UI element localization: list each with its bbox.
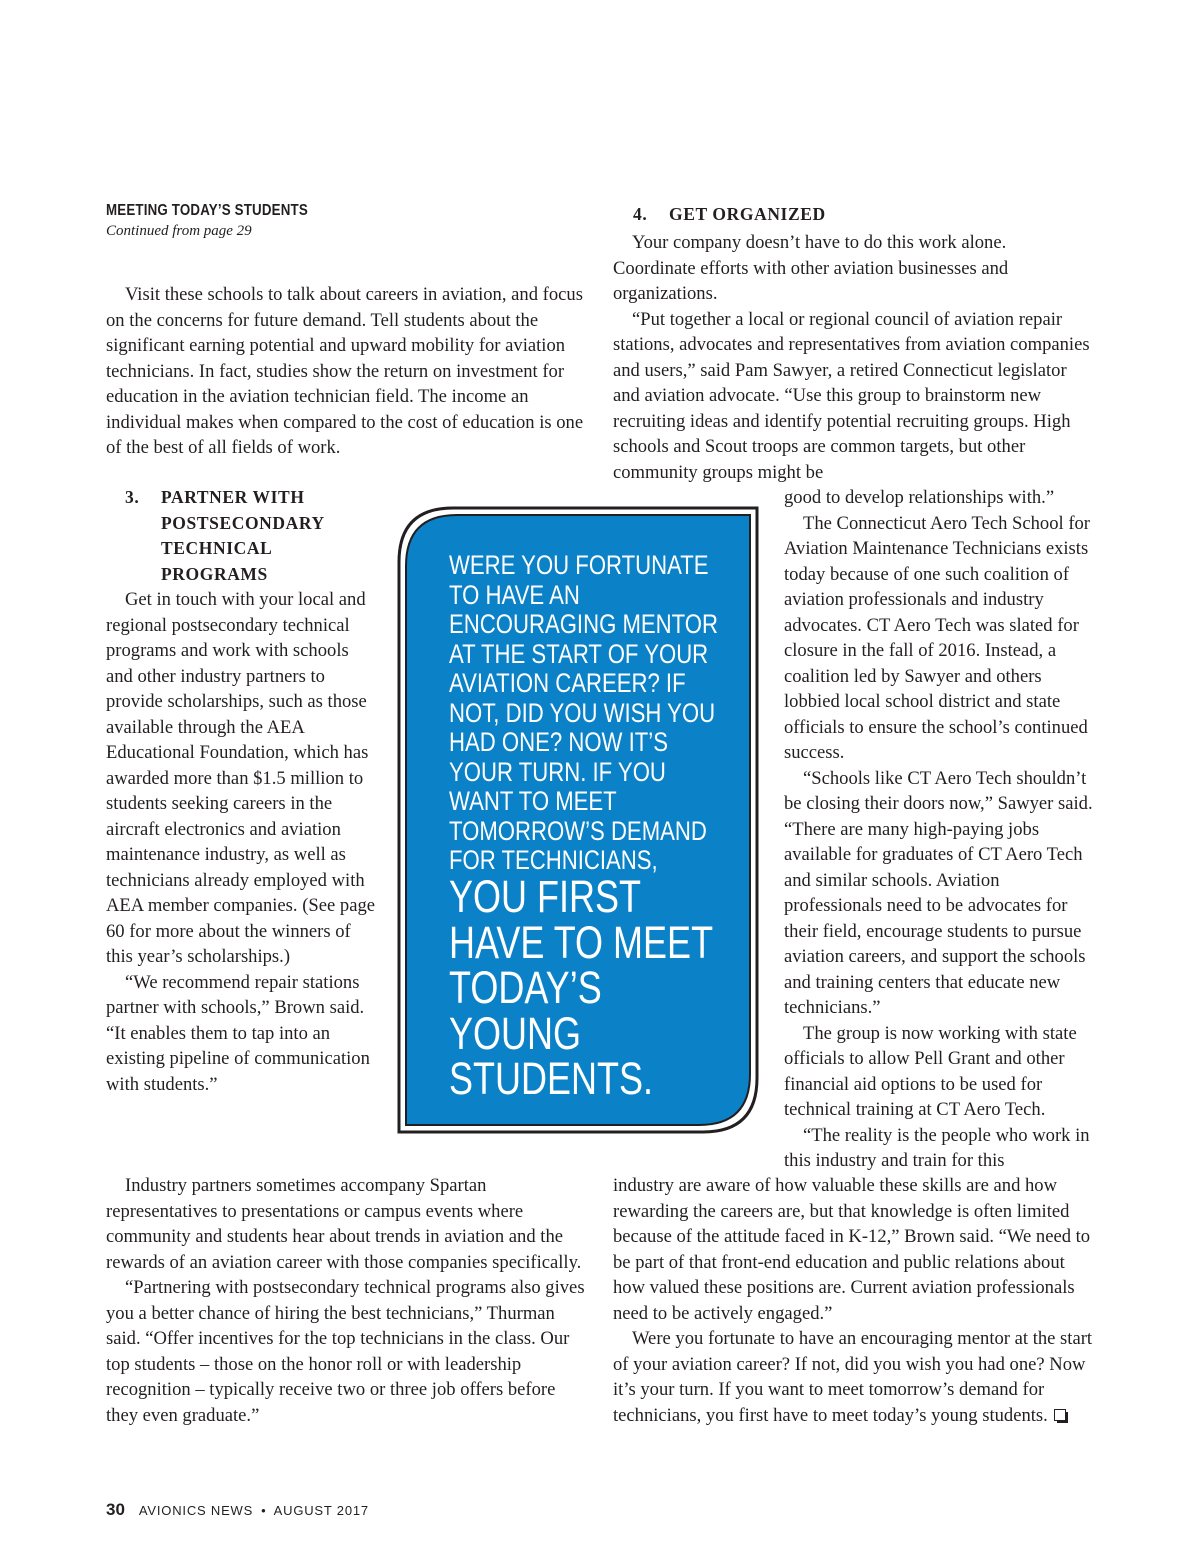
right-paragraph-1: Your company doesn’t have to do this work alone. Coordinate efforts with other aviation businesses and organizations.: [613, 232, 1009, 304]
right-bottom-block: [613, 1173, 1093, 1428]
section-4-heading: [633, 204, 826, 225]
right-top-block: [613, 230, 1093, 485]
right-paragraph-5: The group is now working with state officials to allow Pell Grant and other financial aid options to be used for technical training at CT Aero Tech.: [784, 1022, 1077, 1120]
magazine-name: AVIONICS NEWS: [138, 1503, 254, 1518]
pull-quote-line: HAVE TO MEET: [449, 916, 714, 968]
pull-quote-small-text: WERE YOU FORTUNATE TO HAVE AN ENCOURAGING MENTOR AT THE START OF YOUR AVIATION CAREER? IF NOT, DID YOU WISH YOU HAD ONE? NOW IT’S YOUR TURN. IF YOU WANT TO MEET TOMORROW’S DEMAND FOR TECHNICIANS,: [449, 550, 718, 875]
pull-quote-line: YOU FIRST: [449, 871, 642, 922]
left-paragraph-2: “We recommend repair stations partner with schools,” Brown said. “It enables them to tap into an existing pipeline of communication with students.”: [106, 971, 370, 1095]
left-paragraph-1: Get in touch with your local and regional postsecondary technical programs and work with schools and other industry partners to provide scholarships, such as those available through the AEA Educational Foundation, which has awarded more than $1.5 million to students seeking careers in the aircraft electronics and aviation maintenance industry, as well as technicians already employed with AEA member companies. (See page 60 for more about the winners of this year’s scholarships.): [106, 589, 376, 967]
right-paragraph-3: The Connecticut Aero Tech School for Aviation Maintenance Technicians exists today because of one such coalition of aviation professionals and industry advocates. CT Aero Tech was slated for closure in the fall of 2016. Instead, a coalition led by Sawyer and others lobbied local school district and state officials to ensure the school’s continued success.: [784, 512, 1090, 763]
right-paragraph-7-text: Were you fortunate to have an encouraging mentor at the start of your aviation career? If not, did you wish you had one? Now it’s your turn. If you want to meet tomorrow’s demand for technicians, you first have to meet today’s young students.: [613, 1328, 1093, 1426]
left-narrow-block: [106, 587, 376, 1097]
left-paragraph-4: “Partnering with postsecondary technical programs also gives you a better chance of hiring the best technicians,” Thurman said. “Offer incentives for the top technicians in the class. Our top students – those on the honor roll or with leadership recognition – typically receive two or three job offers before they even graduate.”: [106, 1277, 585, 1426]
running-head: MEETING TODAY’S STUDENTS: [106, 202, 308, 219]
issue-date: AUGUST 2017: [273, 1503, 369, 1518]
section-4-title: GET ORGANIZED: [669, 204, 826, 224]
right-narrow-block: [784, 485, 1094, 1174]
left-bottom-block: [106, 1173, 586, 1428]
page-footer: [106, 1500, 369, 1520]
right-paragraph-2-continued: good to develop relationships with.”: [784, 487, 1055, 508]
pull-quote-line: TODAY’S: [449, 962, 602, 1013]
pull-quote-box: [397, 506, 759, 1134]
right-paragraph-6-start: “The reality is the people who work in this industry and train for this: [784, 1124, 1090, 1171]
right-paragraph-7: [613, 1326, 1093, 1428]
right-paragraph-4: “Schools like CT Aero Tech shouldn’t be closing their doors now,” Sawyer said. “There are many high-paying jobs available for graduates of CT Aero Tech and similar schools. Aviation professionals need to be advocates for their field, encourage students to pursue aviation careers, and support the schools and training centers that educate new technicians.”: [784, 767, 1093, 1018]
section-4-number: 4.: [633, 204, 648, 224]
footer-separator: •: [261, 1503, 266, 1518]
right-paragraph-2: “Put together a local or regional council of aviation repair stations, advocates and representatives from aviation companies and users,” said Pam Sawyer, a retired Connecticut legislator and aviation advocate. “Use this group to brainstorm new recruiting ideas and identify potential recruiting groups. High schools and Scout troops are common targets, but other community groups might be: [613, 308, 1090, 483]
end-of-story-icon: [1054, 1409, 1066, 1421]
section-3-number: 3.: [125, 487, 140, 507]
left-intro-paragraph: Visit these schools to talk about careers in aviation, and focus on the concerns for future demand. Tell students about the significant earning potential and upward mobility for aviation technicians. In fact, studies show the return on investment for education in the aviation technician field. The income an individual makes when compared to the cost of education is one of the best of all fields of work.: [106, 284, 584, 458]
left-paragraph-3: Industry partners sometimes accompany Spartan representatives to presentations or campus events where community and students hear about trends in aviation and the rewards of an aviation career with those companies specifically.: [106, 1175, 582, 1273]
section-3-title: PARTNER WITH POSTSECONDARY TECHNICAL PROGRAMS: [161, 487, 325, 584]
right-paragraph-6-rest: industry are aware of how valuable these skills are and how rewarding the careers are, but that knowledge is often limited because of the attitude faced in K-12,” Brown said. “We need to be part of that front-end education and public relations about how valued these positions are. Current aviation professionals need to be actively engaged.”: [613, 1175, 1091, 1324]
pull-quote-emphasis: [449, 871, 714, 1104]
page-number: 30: [106, 1500, 125, 1519]
pull-quote-line: STUDENTS.: [449, 1053, 654, 1104]
left-intro-block: [106, 282, 586, 461]
pull-quote-line: YOUNG: [449, 1007, 582, 1059]
continued-from-note: Continued from page 29: [106, 223, 252, 239]
